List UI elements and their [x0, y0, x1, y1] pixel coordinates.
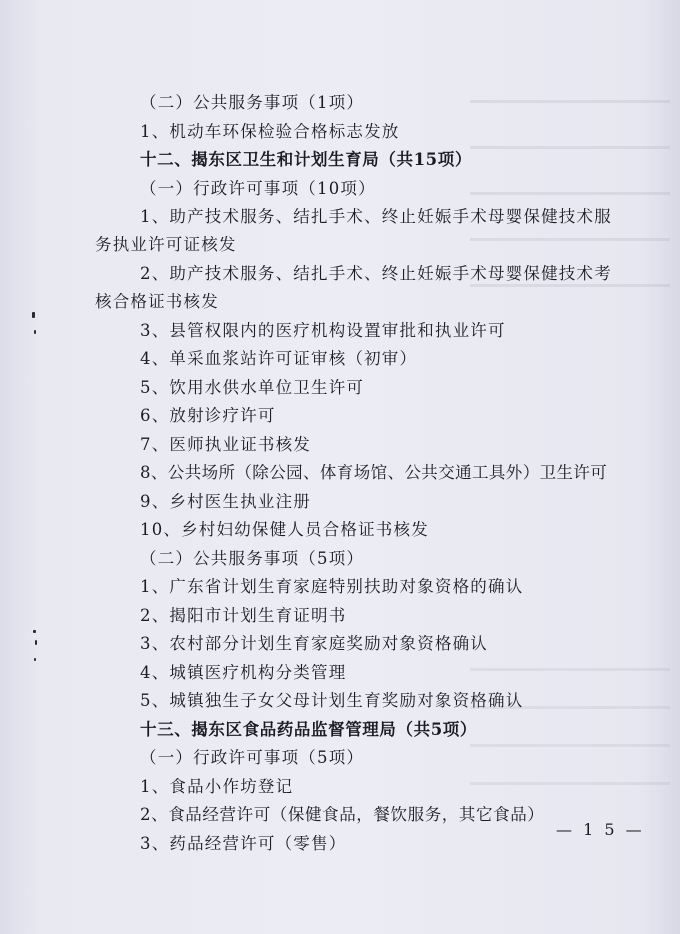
scan-speck — [33, 630, 36, 633]
section-heading: 十三、揭东区食品药品监督管理局（共5项） — [140, 720, 477, 739]
list-item: 2、揭阳市计划生育证明书 — [140, 606, 347, 625]
scan-speck — [34, 658, 36, 661]
list-item: 1、机动车环保检验合格标志发放 — [140, 122, 400, 141]
list-item: 3、县管权限内的医疗机构设置审批和执业许可 — [140, 321, 506, 340]
list-item: 1、广东省计划生育家庭特别扶助对象资格的确认 — [140, 577, 524, 596]
list-item: 4、单采血浆站许可证审核（初审） — [140, 349, 418, 368]
list-item: 1、食品小作坊登记 — [140, 777, 294, 796]
list-item-continued: 核合格证书核发 — [95, 292, 219, 311]
list-item-continued: 务执业许可证核发 — [95, 235, 237, 254]
section-heading: 十二、揭东区卫生和计划生育局（共15项） — [140, 150, 472, 169]
list-item: 2、食品经营许可（保健食品，餐饮服务，其它食品） — [140, 805, 545, 824]
section-subheading: （一）行政许可事项（10项） — [140, 179, 376, 198]
list-item: 1、助产技术服务、结扎手术、终止妊娠手术母婴保健技术服 — [140, 207, 612, 226]
page-number: — 1 5 — — [556, 820, 645, 839]
scan-speck — [35, 640, 37, 645]
list-item: 3、药品经营许可（零售） — [140, 834, 347, 853]
list-item: 5、饮用水供水单位卫生许可 — [140, 378, 365, 397]
scan-speck — [32, 312, 35, 318]
list-item: 10、乡村妇幼保健人员合格证书核发 — [140, 520, 429, 539]
section-subheading: （一）行政许可事项（5项） — [140, 748, 365, 767]
list-item: 2、助产技术服务、结扎手术、终止妊娠手术母婴保健技术考 — [140, 264, 612, 283]
list-item: 8、公共场所（除公园、体育场馆、公共交通工具外）卫生许可 — [140, 463, 608, 482]
list-item: 4、城镇医疗机构分类管理 — [140, 663, 347, 682]
scan-speck — [34, 330, 36, 334]
list-item: 9、乡村医生执业注册 — [140, 492, 311, 511]
section-subheading: （二）公共服务事项（1项） — [140, 93, 365, 112]
section-subheading: （二）公共服务事项（5项） — [140, 549, 365, 568]
list-item: 5、城镇独生子女父母计划生育奖励对象资格确认 — [140, 691, 524, 710]
list-item: 6、放射诊疗许可 — [140, 406, 276, 425]
bleed-through-text — [470, 650, 670, 810]
list-item: 3、农村部分计划生育家庭奖励对象资格确认 — [140, 634, 488, 653]
list-item: 7、医师执业证书核发 — [140, 435, 311, 454]
